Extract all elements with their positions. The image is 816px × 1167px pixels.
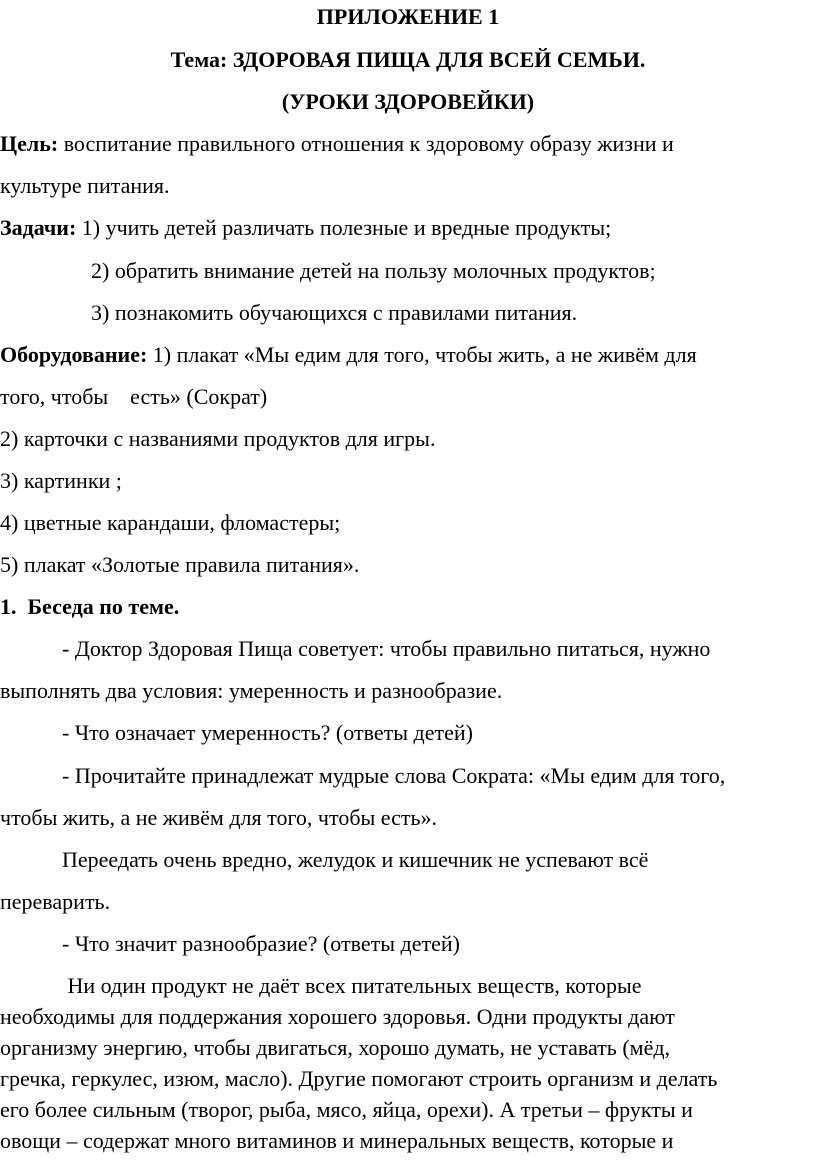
paragraph-6-line-2: необходимы для поддержания хорошего здоровья. Одни продукты дают: [0, 1004, 675, 1029]
tasks-line-1: [0, 213, 611, 243]
tasks-label: Задачи:: [0, 215, 77, 240]
paragraph-3-line-2: чтобы жить, а не живём для того, чтобы есть».: [0, 805, 438, 830]
paragraph-6-line-5: его более сильным (творог, рыба, мясо, яйца, орехи). А третьи – фрукты и: [0, 1097, 693, 1122]
equipment-label: Оборудование:: [0, 342, 148, 367]
appendix-title: ПРИЛОЖЕНИЕ 1: [316, 4, 500, 29]
equipment-item-4: 4) цветные карандаши, фломастеры;: [0, 510, 341, 535]
paragraph-2: - Что означает умеренность? (ответы детей): [62, 720, 473, 745]
equipment-item-1: 1) плакат «Мы едим для того, чтобы жить, а не живём для: [147, 342, 697, 367]
paragraph-6-line-1: Ни один продукт не даёт всех питательных веществ, которые: [62, 973, 642, 998]
paragraph-6-line-3: организму энергию, чтобы двигаться, хорошо думать, не уставать (мёд,: [0, 1035, 671, 1060]
paragraph-4-line-1: Переедать очень вредно, желудок и кишечник не успевают всё: [62, 847, 649, 872]
paragraph-1-line-2: выполнять два условия: умеренность и разнообразие.: [0, 678, 503, 703]
paragraph-6-line-4: гречка, геркулес, изюм, масло). Другие помогают строить организм и делать: [0, 1066, 718, 1091]
goal-line-2: культуре питания.: [0, 173, 170, 198]
equipment-item-3: 3) картинки ;: [0, 468, 122, 493]
task-item-1: 1) учить детей различать полезные и вредные продукты;: [76, 215, 612, 240]
equipment-item-5: 5) плакат «Золотые правила питания».: [0, 552, 360, 577]
paragraph-3-line-1: - Прочитайте принадлежат мудрые слова Сократа: «Мы едим для того,: [62, 763, 726, 788]
equipment-item-2: 2) карточки с названиями продуктов для игры.: [0, 426, 436, 451]
equipment-item-1-cont: того, чтобы есть» (Сократ): [0, 384, 268, 409]
section-heading: 1. Беседа по теме.: [0, 594, 180, 619]
goal-text: воспитание правильного отношения к здоровому образу жизни и: [58, 131, 674, 156]
goal-label: Цель:: [0, 131, 59, 156]
task-item-2: 2) обратить внимание детей на пользу молочных продуктов;: [91, 258, 656, 283]
paragraph-4-line-2: переварить.: [0, 889, 111, 914]
task-item-3: 3) познакомить обучающихся с правилами питания.: [91, 300, 578, 325]
equipment-line-1: [0, 340, 697, 370]
paragraph-6-line-6: овощи – содержат много витаминов и минеральных веществ, которые и: [0, 1128, 674, 1153]
paragraph-5: - Что значит разнообразие? (ответы детей): [62, 931, 460, 956]
topic-title: Тема: ЗДОРОВАЯ ПИЩА ДЛЯ ВСЕЙ СЕМЬИ.: [170, 47, 646, 72]
goal-line-1: [0, 129, 674, 159]
paragraph-1-line-1: - Доктор Здоровая Пища советует: чтобы правильно питаться, нужно: [62, 636, 711, 661]
subtitle: (УРОКИ ЗДОРОВЕЙКИ): [281, 89, 535, 114]
